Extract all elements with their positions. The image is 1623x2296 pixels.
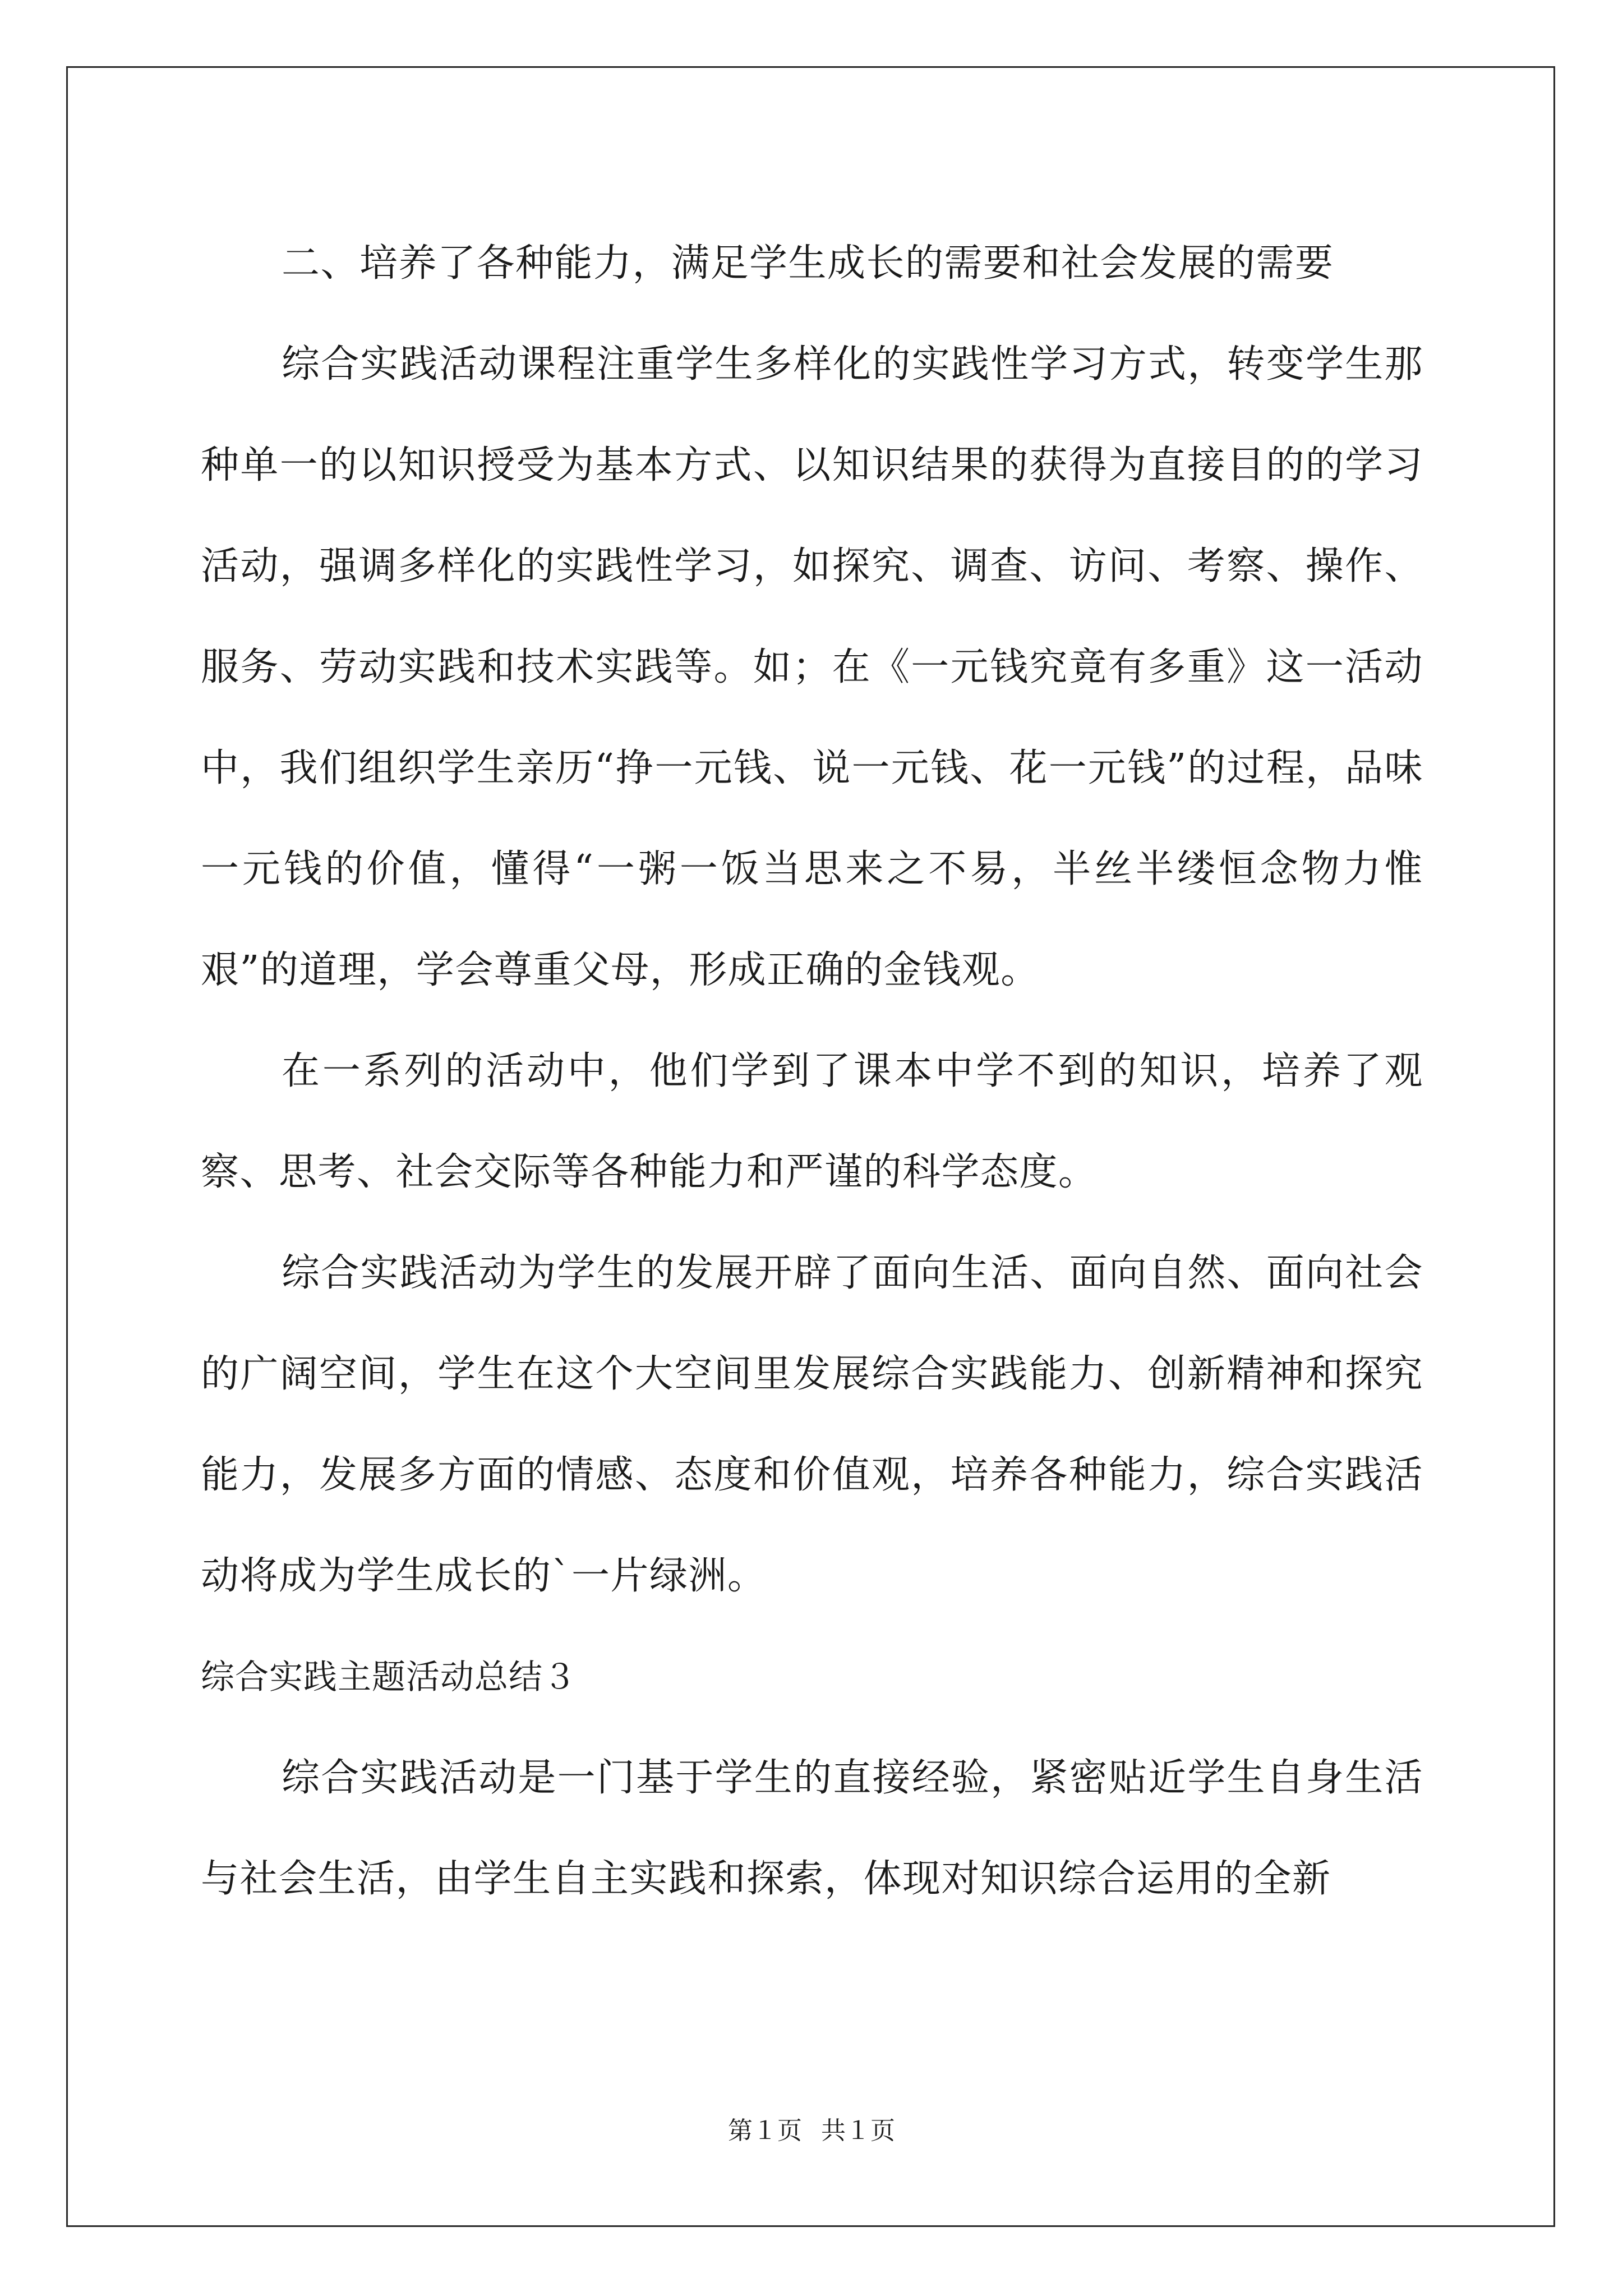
body-paragraph: 在一系列的活动中，他们学到了课本中学不到的知识，培养了观察、思考、社会交际等各种能力和严谨的科学态度。 <box>201 1049 1423 1194</box>
body-paragraph: 综合实践活动是一门基于学生的直接经验，紧密贴近学生自身生活与社会生活，由学生自主实践和探索，体现对知识综合运用的全新 <box>201 1756 1423 1901</box>
page-number: 第１页 <box>728 2116 802 2145</box>
page-footer <box>0 2110 1623 2146</box>
page-total: 共１页 <box>821 2116 895 2145</box>
body-paragraph: 综合实践活动为学生的发展开辟了面向生活、面向自然、面向社会的广阔空间，学生在这个大空间里发展综合实践能力、创新精神和探究能力，发展多方面的情感、态度和价值观，培养各种能力，综合实践活动将成为学生成长的`一片绿洲。 <box>201 1251 1423 1598</box>
section-title: 综合实践主题活动总结３ <box>201 1658 577 1697</box>
section-heading-paragraph: 二、培养了各种能力，满足学生成长的需要和社会发展的需要 <box>282 241 1334 286</box>
body-paragraph: 综合实践活动课程注重学生多样化的实践性学习方式，转变学生那种单一的以知识授受为基本方式、以知识结果的获得为直接目的的学习活动，强调多样化的实践性学习，如探究、调查、访问、考察、操作、服务、劳动实践和技术实践等。如；在《一元钱究竟有多重》这一活动中，我们组织学生亲历“挣一元钱、说一元钱、花一元钱”的过程，品味一元钱的价值，懂得“一粥一饭当思来之不易，半丝半缕恒念物力惟艰”的道理，学会尊重父母，形成正确的金钱观。 <box>201 342 1423 992</box>
document-body <box>201 213 1423 1930</box>
